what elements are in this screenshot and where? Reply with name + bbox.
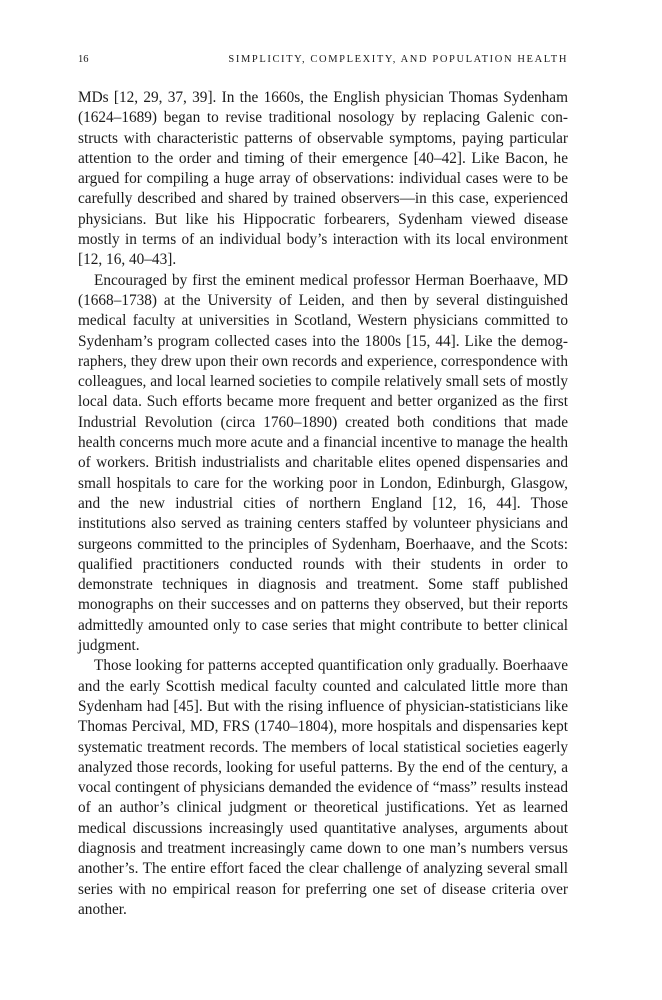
paragraph-3: Those looking for patterns accepted quantification only gradually. Boerhaave and the early Scottish medical faculty counted and calculated little more than Sydenham had [45]. But with the rising influence of physician-statisticians like Thomas Percival, MD, FRS (1740–1804), more hospitals and dispensaries kept systematic treatment records. The members of local statistical societies eagerly analyzed those records, looking for useful patterns. By the end of the century, a vocal contingent of physicians demanded the evidence of “mass” results instead of an author’s clinical judgment or theoretical justifications. Yet as learned medical discussions increasingly used quantitative analyses, arguments about diagnosis and treatment increasingly came down to one man’s numbers versus another’s. The entire effort faced the clear challenge of analyzing several small series with no empirical reason for preferring one set of disease criteria over another.: [78, 657, 568, 918]
page-number: 16: [78, 54, 89, 65]
running-head: [78, 52, 568, 68]
paragraph-1: MDs [12, 29, 37, 39]. In the 1660s, the English physician Thomas Sydenham (1624–1689) began to revise traditional nosology by replacing Galenic constructs with characteristic patterns of observable symptoms, paying particular attention to the order and timing of their emergence [40–42]. Like Bacon, he argued for compiling a huge array of observations: individual cases were to be carefully described and shared by trained observers—in this case, experienced physicians. But like his Hippocratic forbearers, Sydenham viewed disease mostly in terms of an individual body’s interaction with its local environment [12, 16, 40–43].: [78, 89, 568, 269]
book-page: [78, 0, 568, 1000]
body-text: [78, 88, 568, 920]
running-title: SIMPLICITY, COMPLEXITY, AND POPULATION HEALTH: [228, 54, 568, 65]
paragraph-2: Encouraged by first the eminent medical professor Herman Boerhaave, MD (1668–1738) at the University of Leiden, and then by several distinguished medical faculty at universities in Scotland, Western physicians committed to Sydenham’s program collected cases into the 1800s [15, 44]. Like the demographers, they drew upon their own records and experience, correspondence with colleagues, and local learned societies to compile relatively small sets of mostly local data. Such efforts became more frequent and better organized as the first Industrial Revolution (circa 1760–1890) created both conditions that made health concerns much more acute and a financial incentive to manage the health of workers. British industrialists and charitable elites opened dispensaries and small hospitals to care for the working poor in London, Edinburgh, Glasgow, and the new industrial cities of northern England [12, 16, 44]. Those institutions also served as training centers staffed by volunteer physicians and surgeons committed to the principles of Sydenham, Boerhaave, and the Scots: qualified practitioners conducted rounds with their students in order to demonstrate techniques in diagnosis and treatment. Some staff published monographs on their successes and on patterns they observed, but their reports admittedly amounted only to case series that might contribute to better clinical judgment.: [78, 271, 568, 655]
